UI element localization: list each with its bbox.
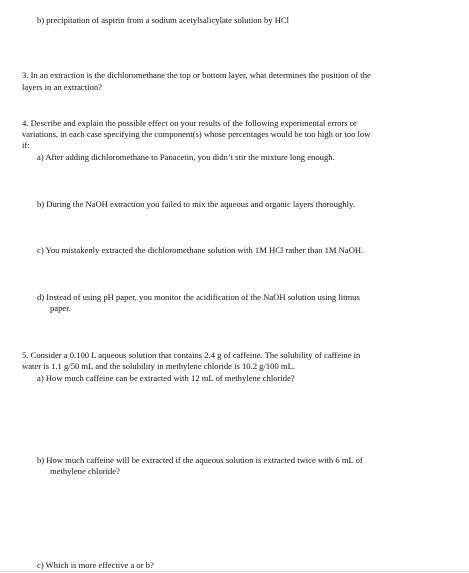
question-4-line-2: variations, in each case specifying the component(s) whose percentages would be too high or too low (22, 129, 371, 139)
question-5b-line-1: b) How much caffeine will be extracted if the aqueous solution is extracted twice with 6 mL of (37, 455, 363, 465)
question-4-line-3: if: (22, 140, 30, 150)
question-4d-line-2: paper. (50, 303, 71, 313)
question-5-line-2: water is 1.1 g/50 mL and the solubility in methylene chloride is 10.2 g/100 mL. (22, 361, 295, 371)
page-divider (0, 571, 469, 572)
question-3-line-2: layers in an extraction? (22, 82, 102, 92)
question-4c-text: c) You mistakenly extracted the dichloromethane solution with 1M HCl rather than 1M NaOH. (37, 245, 364, 255)
question-5c-text: c) Which is more effective a or b? (37, 560, 154, 570)
question-5a-text: a) How much caffeine can be extracted with 12 mL of methylene chloride? (37, 373, 295, 383)
question-4b-text: b) During the NaOH extraction you failed to mix the aqueous and organic layers thoroughly. (37, 199, 355, 209)
question-4a-text: a) After adding dichloromethane to Panacetin, you didn’t stir the mixture long enough. (37, 152, 335, 162)
question-4d-line-1: d) Instead of using pH paper, you monitor the acidification of the NaOH solution using litmus (37, 292, 360, 302)
question-5-line-1: 5. Consider a 0.100 L aqueous solution that contains 2.4 g of caffeine. The solubility of caffeine in (22, 350, 361, 360)
question-2b-text: b) precipitation of aspirin from a sodium acetylsalicylate solution by HCl (37, 15, 290, 25)
question-3-line-1: 3. In an extraction is the dichloromethane the top or bottom layer, what determines the position of the (22, 70, 371, 80)
question-5b-line-2: methylene chloride? (50, 466, 120, 476)
question-4-line-1: 4. Describe and explain the possible effect on your results of the following experimental errors or (22, 118, 357, 128)
